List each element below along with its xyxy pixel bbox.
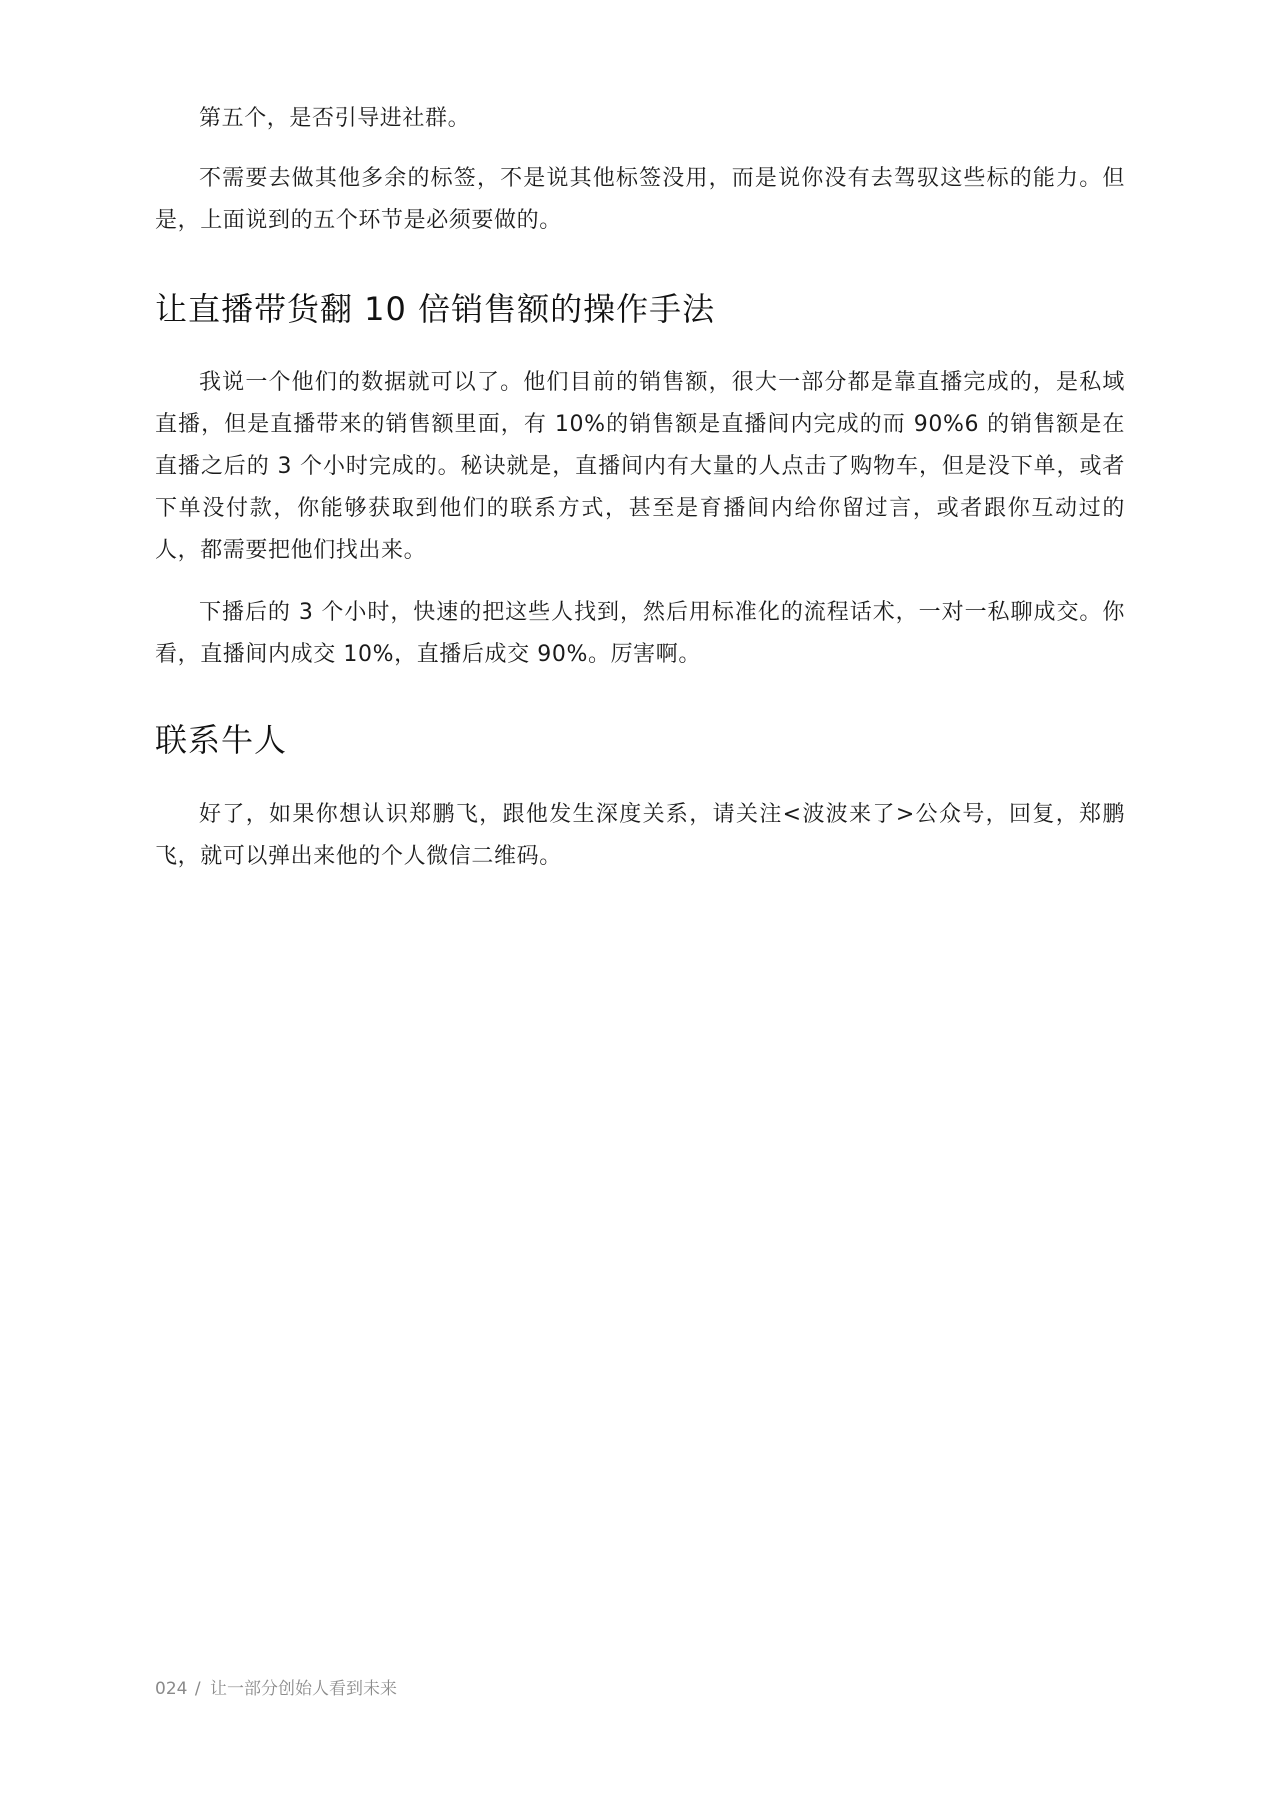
section-heading-live-sales: 让直播带货翻 10 倍销售额的操作手法 xyxy=(155,290,716,328)
paragraph-step-five: 第五个，是否引导进社群。 xyxy=(199,106,471,131)
paragraph-follow-up: 下播后的 3 个小时，快速的把这些人找到，然后用标准化的流程话术，一对一私聊成交。你看，直播间内成交 10%，直播后成交 90%。厉害啊。 xyxy=(155,600,1125,667)
section-heading-contact: 联系牛人 xyxy=(155,721,288,759)
footer-slogan: 让一部分创始人看到未来 xyxy=(210,1679,397,1699)
page-footer xyxy=(155,1677,397,1701)
page-number: 024 xyxy=(155,1679,188,1699)
footer-separator: / xyxy=(194,1679,201,1699)
paragraph-sales-data: 我说一个他们的数据就可以了。他们目前的销售额，很大一部分都是靠直播完成的，是私域直播，但是直播带来的销售额里面，有 10%的销售额是直播间内完成的而 90%6 的销售额是在直播之后的 3 个小时完成的。秘诀就是，直播间内有大量的人点击了购物车，但是没下单，或者下单没付款，你能够获取到他们的联系方式，甚至是育播间内给你留过言，或者跟你互动过的人，都需要把他们找出来。 xyxy=(155,370,1125,563)
paragraph-contact-info: 好了，如果你想认识郑鹏飞，跟他发生深度关系，请关注<波波来了>公众号，回复，郑鹏飞，就可以弹出来他的个人微信二维码。 xyxy=(155,802,1125,869)
document-page xyxy=(155,0,1125,1800)
paragraph-tags: 不需要去做其他多余的标签，不是说其他标签没用，而是说你没有去驾驭这些标的能力。但是，上面说到的五个环节是必须要做的。 xyxy=(155,166,1125,233)
